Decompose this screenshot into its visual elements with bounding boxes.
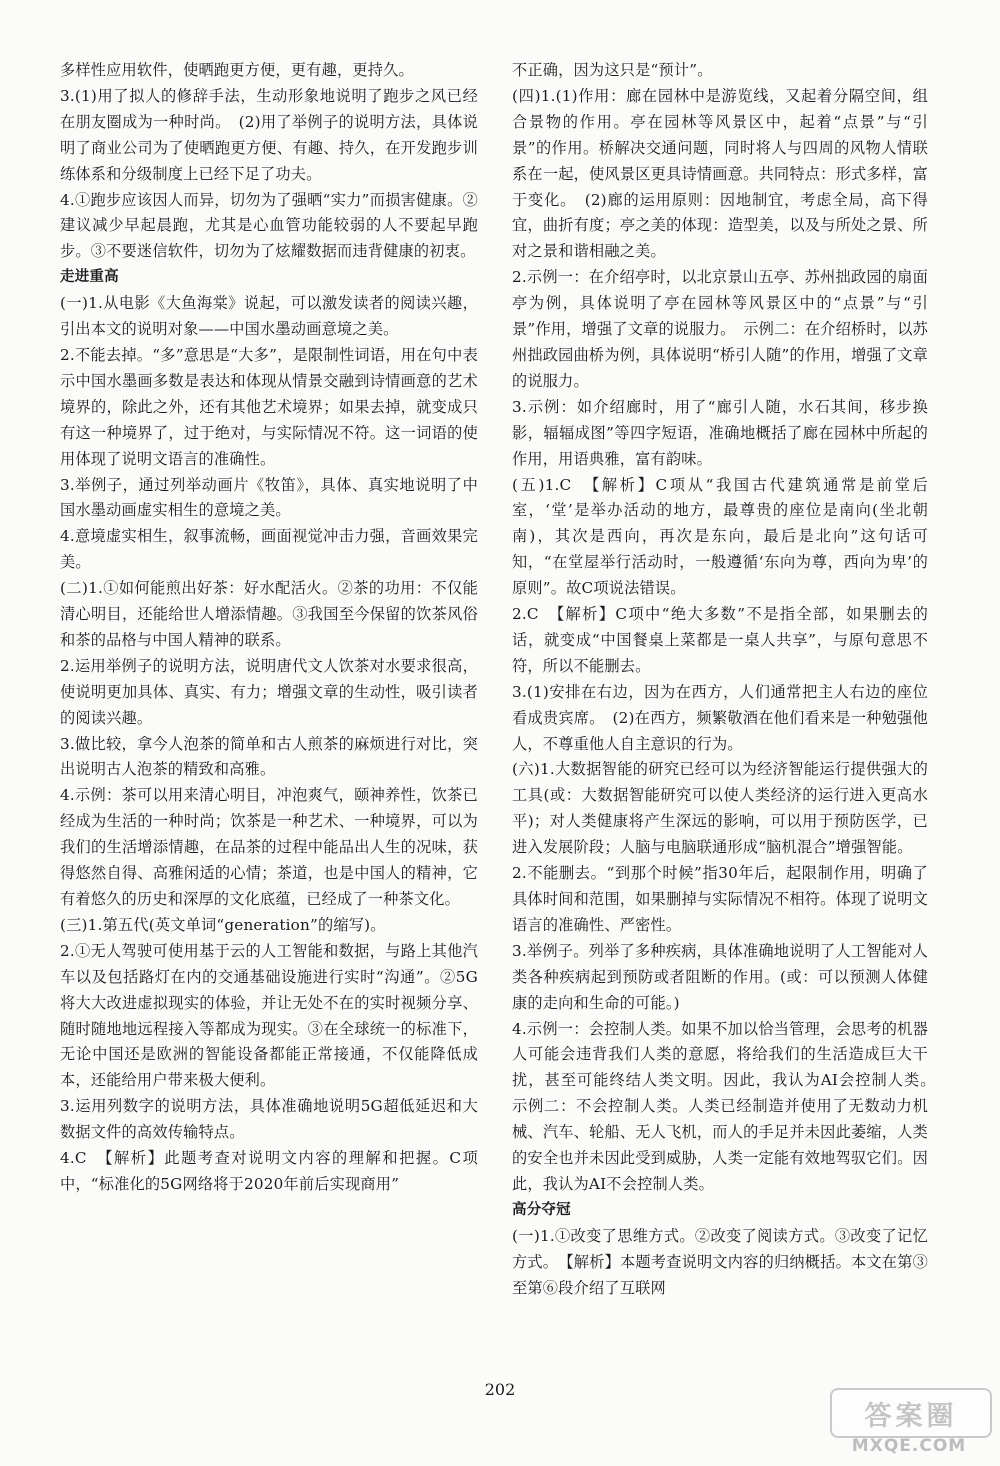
- answer-paragraph: 2.运用举例子的说明方法，说明唐代文人饮茶对水要求很高，使说明更加具体、真实、有力；增强文章的生动性，吸引读者的阅读兴趣。: [60, 656, 478, 727]
- watermark-logo: [830, 1388, 988, 1458]
- answer-paragraph: (六)1.大数据智能的研究已经可以为经济智能运行提供强大的工具(或：大数据智能研究可以使人类经济的运行进入更高水平)；对人类健康将产生深远的影响，可以用于预防医学，已进入发展阶段；人脑与电脑联通形成“脑机混合”增强智能。: [512, 760, 928, 857]
- answer-paragraph: 4.示例：茶可以用来清心明目，冲泡爽气，颐神养性，饮茶已经成为生活的一种时尚；饮茶是一种艺术、一种境界，可以为我们的生活增添情趣，在品茶的过程中能品出人生的况味，获得悠然自得、高雅闲适的心情；茶道，也是中国人的精神，它有着悠久的历史和深厚的文化底蕴，已经成了一种茶文化。: [60, 786, 478, 908]
- answer-paragraph: 3.举例子，通过列举动画片《牧笛》，具体、真实地说明了中国水墨动画虚实相生的意境之美。: [60, 475, 478, 520]
- answer-paragraph: 3.(1)用了拟人的修辞手法，生动形象地说明了跑步之风已经在朋友圈成为一种时尚。 (2)用了举例子的说明方法，具体说明了商业公司为了使晒跑更方便、有趣、持久，在开发跑步训练体系和分级制度上已经下足了功夫。: [60, 86, 478, 183]
- answer-paragraph: 3.举例子。列举了多种疾病，具体准确地说明了人工智能对人类各种疾病起到预防或者阻断的作用。(或：可以预测人体健康的走向和生命的可能。): [512, 941, 928, 1012]
- answer-paragraph: 3.运用列数字的说明方法，具体准确地说明5G超低延迟和大数据文件的高效传输特点。: [60, 1097, 478, 1142]
- answer-paragraph: 3.做比较，拿今人泡茶的简单和古人煎茶的麻烦进行对比，突出说明古人泡茶的精致和高雅。: [60, 734, 478, 779]
- answer-paragraph: 3.(1)安排在右边，因为在西方，人们通常把主人右边的座位看成贵宾席。 (2)在西方，频繁敬酒在他们看来是一种勉强他人，不尊重他人自主意识的行为。: [512, 682, 928, 753]
- answer-paragraph: 4.示例一：会控制人类。如果不加以恰当管理，会思考的机器人可能会违背我们人类的意愿，将给我们的生活造成巨大干扰，甚至可能终结人类文明。因此，我认为AI会控制人类。 示例二：不会控制人类。人类已经制造并使用了无数动力机械、汽车、轮船、无人飞机，而人的手足并未因此萎缩，人类的安全也并未因此受到威胁，人类一定能有效地驾驭它们。因此，我认为AI不会控制人类。: [512, 1019, 944, 1193]
- answer-paragraph: (四)1.(1)作用：廊在园林中是游览线，又起着分隔空间，组合景物的作用。亭在园林等风景区中，起着“点景”与“引景”的作用。桥解决交通问题，同时将人与四周的风物人情联系在一起，使风景区更具诗情画意。共同特点：形式多样，富于变化。 (2)廊的运用原则：因地制宜，考虑全局，高下得宜，曲折有度；亭之美的体现：造型美，以及与所处之景、所对之景和谐相融之美。: [512, 86, 928, 261]
- answer-paragraph: (一)1.①改变了思维方式。②改变了阅读方式。③改变了记忆方式。 【解析】本题考查说明文内容的归纳概括。本文在第③至第⑥段介绍了互联网: [512, 1226, 928, 1297]
- section-heading: 高分夺冠: [512, 1201, 571, 1218]
- answer-paragraph: 多样性应用软件，使晒跑更方便，更有趣，更持久。: [60, 61, 414, 79]
- answer-paragraph: (三)1.第五代(英文单词“generation”的缩写)。: [60, 915, 386, 934]
- answer-paragraph: (一)1.从电影《大鱼海棠》说起，可以激发读者的阅读兴趣，引出本文的说明对象——中国水墨动画意境之美。: [60, 294, 478, 339]
- answer-paragraph: 4.意境虚实相生，叙事流畅，画面视觉冲击力强，音画效果完美。: [60, 527, 478, 572]
- answer-paragraph: 2.示例一：在介绍亭时，以北京景山五亭、苏州拙政园的扇面亭为例，具体说明了亭在园林等风景区中的“点景”与“引景”作用，增强了文章的说服力。 示例二：在介绍桥时，以苏州拙政园曲桥为例，具体说明“桥引人随”的作用，增强了文章的说服力。: [512, 268, 929, 390]
- answer-paragraph: 不正确，因为这只是“预计”。: [512, 61, 713, 79]
- page-number: 202: [484, 1380, 516, 1399]
- watermark-url: MXQE.COM: [851, 1436, 967, 1456]
- answer-paragraph: 2.不能去掉。“多”意思是“大多”，是限制性词语，用在句中表示中国水墨画多数是表达和体现从情景交融到诗情画意的艺术境界的，除此之外，还有其他艺术境界；如果去掉，就变成只有这一种境界了，过于绝对，与实际情况不符。这一词语的使用体现了说明文语言的准确性。: [60, 345, 478, 468]
- answer-paragraph: 2.①无人驾驶可使用基于云的人工智能和数据，与路上其他汽车以及包括路灯在内的交通基础设施进行实时“沟通”。②5G将大大改进虚拟现实的体验，并让无处不在的实时视频分享、随时随地地远程接入等都成为现实。③在全球统一的标准下，无论中国还是欧洲的智能设备都能正常接通，不仅能降低成本，还能给用户带来极大便利。: [60, 941, 478, 1090]
- right-column: [512, 58, 944, 1302]
- answer-paragraph: 2.C 【解析】C项中“绝大多数”不是指全部，如果删去的话，就变成“中国餐桌上菜都是一桌人共享”，与原句意思不符，所以不能删去。: [512, 605, 928, 675]
- answer-paragraph: (五)1.C 【解析】C项从“我国古代建筑通常是前堂后室，‘堂’是举办活动的地方，最尊贵的座位是南向(坐北朝南)，其次是西向，再次是东向，最后是北向”这句话可知，“在堂屋举行活动时，一般遵循‘东向为尊，西向为卑’的原则”。故C项说法错误。: [512, 475, 928, 598]
- section-heading: 走进重高: [60, 269, 119, 286]
- left-column: [60, 58, 478, 1198]
- answer-paragraph: (二)1.①如何能煎出好茶：好水配活火。②茶的功用：不仅能清心明目，还能给世人增添情趣。③我国至今保留的饮茶风俗和茶的品格与中国人精神的联系。: [60, 579, 478, 649]
- watermark-stamp: 答案圈: [830, 1388, 992, 1438]
- answer-paragraph: 3.示例：如介绍廊时，用了“廊引人随，水石其间，移步换影，辐辐成图”等四字短语，准确地概括了廊在园林中所起的作用，用语典雅，富有韵味。: [512, 397, 928, 468]
- answer-paragraph: 4.C 【解析】此题考查对说明文内容的理解和把握。C项中，“标准化的5G网络将于2020年前后实现商用”: [60, 1149, 478, 1193]
- answer-paragraph: 4.①跑步应该因人而异，切勿为了强晒“实力”而损害健康。②建议减少早起晨跑，尤其是心血管功能较弱的人不要起早跑步。③不要迷信软件，切勿为了炫耀数据而违背健康的初衷。: [60, 190, 478, 261]
- answer-paragraph: 2.不能删去。“到那个时候”指30年后，起限制作用，明确了具体时间和范围，如果删掉与实际情况不相符。体现了说明文语言的准确性、严密性。: [512, 864, 928, 934]
